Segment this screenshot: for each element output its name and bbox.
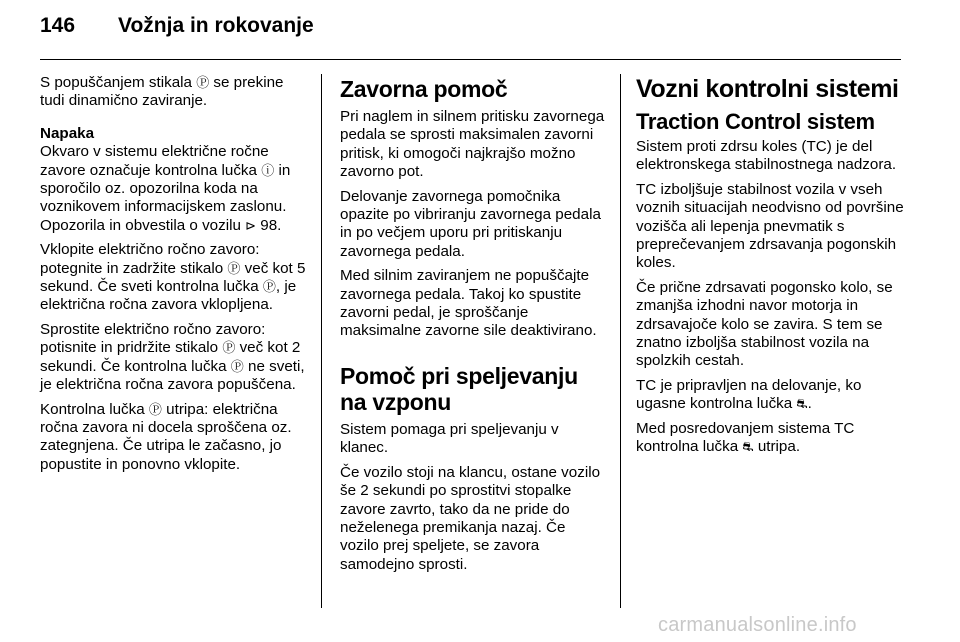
parking-brake-icon: Ⓟ xyxy=(227,260,241,276)
paragraph: Sistem proti zdrsu koles (TC) je del elektronskega stabilnostnega nadzora. xyxy=(636,138,897,174)
paragraph: Vklopite električno ročno zavoro: potegnite in zadržite stikalo Ⓟ več kot 5 sekund. Če sveti kontrolna lučka Ⓟ, je električna ročna zavora vklopljena. xyxy=(40,241,306,314)
column-divider-2 xyxy=(620,74,621,608)
paragraph: Kontrolna lučka Ⓟ utripa: električna ročna zavora ni docela sproščena oz. zategnjena. Če utripa le začasno, jo popustite in ponovno vklopite. xyxy=(40,400,292,473)
section-heading-hill-start-assist: Pomoč pri speljevanju na vzponu xyxy=(340,362,578,415)
paragraph: Če prične zdrsavati pogonsko kolo, se zmanjša izhodni navor motorja in zdrsavajoče kolo se zavira. S tem se znatno izboljša stabilnost vozila na spolzkih cestah. xyxy=(636,278,893,370)
column-2 xyxy=(340,74,606,580)
traction-control-icon: ⛐ xyxy=(796,396,808,412)
parking-brake-icon: Ⓟ xyxy=(222,340,236,356)
watermark: carmanualsonline.info xyxy=(658,614,857,636)
paragraph: Med posredovanjem sistema TC kontrolna lučka ⛐ utripa. xyxy=(636,419,855,456)
section-heading-driving-control: Vozni kontrolni sistemi xyxy=(636,75,899,103)
paragraph: S popuščanjem stikala Ⓟ se prekine tudi dinamično zaviranje. xyxy=(40,74,284,110)
parking-brake-icon: Ⓟ xyxy=(230,358,244,374)
column-3 xyxy=(636,74,906,463)
paragraph: Sprostite električno ročno zavoro: potisnite in pridržite stikalo Ⓟ več kot 2 sekundi. Če kontrolna lučka Ⓟ ne sveti, je električna ročna zavora popuščena. xyxy=(40,320,305,394)
paragraph: Sistem pomaga pri speljevanju v klanec. xyxy=(340,420,559,457)
paragraph: Pri naglem in silnem pritisku zavornega pedala se sprosti maksimalen zavorni pritisk, ki omogoči najkrajšo možno zavorno pot. xyxy=(340,108,605,181)
column-1 xyxy=(40,74,308,480)
paragraph: TC izboljšuje stabilnost vozila v vseh voznih situacijah neodvisno od površine vozišča ali lepenja pnevmatik s preprečevanjem zdrsavanja pogonskih koles. xyxy=(636,180,904,272)
note-label: Napaka xyxy=(40,124,95,142)
parking-brake-icon: Ⓟ xyxy=(196,75,210,90)
section-heading-brake-assist: Zavorna pomoč xyxy=(340,76,508,102)
paragraph: Delovanje zavornega pomočnika opazite po vibriranju zavornega pedala in po večjem uporu pri pritiskanju zavornega pedala. xyxy=(340,187,601,260)
header-rule xyxy=(40,59,901,60)
brake-warning-icon: ⓘ xyxy=(261,162,275,178)
paragraph: Če vozilo stoji na klancu, ostane vozilo še 2 sekundi po sprostitvi stopalke zavore zavrto, tako da ne pride do neželenega premikanja nazaj. Če vozilo prej speljete, se zavora samodejno sprosti. xyxy=(340,463,601,573)
traction-control-icon: ⛐ xyxy=(742,439,754,455)
column-divider-1 xyxy=(321,74,322,608)
page-title: Vožnja in rokovanje xyxy=(118,14,314,37)
page-number: 146 xyxy=(40,14,76,37)
page-reference-icon: ⊳ xyxy=(245,217,257,233)
parking-brake-icon: Ⓟ xyxy=(262,279,276,295)
paragraph: Okvaro v sistemu električne ročne zavore označuje kontrolna lučka ⓘ in sporočilo oz. opozorilna koda na voznikovem informacijskem zaslonu. Opozorila in obvestila o vozilu ⊳ 98. xyxy=(40,143,291,234)
subsection-heading-traction-control: Traction Control sistem xyxy=(636,109,875,134)
paragraph: Med silnim zaviranjem ne popuščajte zavornega pedala. Takoj ko spustite zavorni pedal, je sproščanje maksimalne zavorne sile deaktivirano. xyxy=(340,267,597,340)
page-header xyxy=(40,14,314,48)
parking-brake-icon: Ⓟ xyxy=(148,401,162,417)
paragraph: TC je pripravljen na delovanje, ko ugasne kontrolna lučka ⛐. xyxy=(636,376,862,413)
